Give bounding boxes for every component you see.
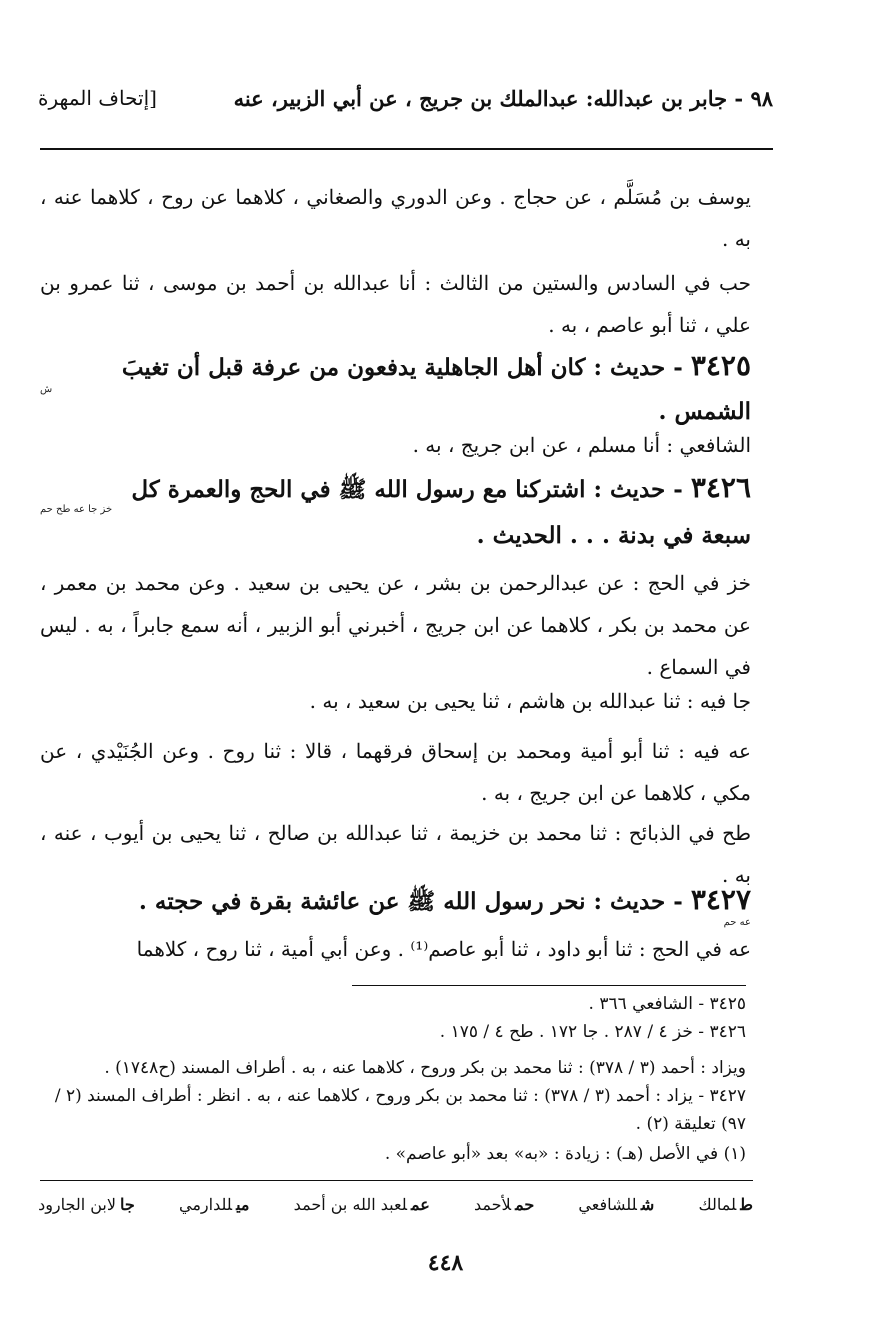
paragraph: الشافعي : أنا مسلم ، عن ابن جريج ، به . bbox=[412, 433, 751, 457]
hadith-number: ٣٤٢٥ bbox=[690, 349, 751, 382]
footnote: ٣٤٢٥ - الشافعي ٣٦٦ . bbox=[588, 994, 746, 1014]
running-header bbox=[38, 86, 773, 126]
hadith-text-tail: الشمس . bbox=[658, 398, 751, 425]
paragraph: عه فيه : ثنا أبو أمية ومحمد بن إسحاق فرقهما ، قالا : ثنا روح . وعن الجُنَيْدي ، عن مكي ، كلاهما عن ابن جريج ، به . bbox=[40, 739, 751, 805]
source-symbols: خز جا عه طح حم bbox=[40, 504, 113, 515]
footnote: ٣٤٢٦ - خز ٤ / ٢٨٧ . جا ١٧٢ . طح ٤ / ١٧٥ . bbox=[439, 1022, 746, 1042]
header-rule bbox=[40, 148, 773, 150]
footnote: ٣٤٢٧ - يزاد : أحمد (٣ / ٣٧٨) : ثنا محمد بن بكر وروح ، كلاهما عنه ، به . انظر : أطراف المسند (٢ / ٩٧) تعليقة (٢) . bbox=[54, 1086, 746, 1134]
hadith-text: - حديث : كان أهل الجاهلية يدفعون من عرفة قبل أن تغيبَ bbox=[121, 354, 683, 381]
abbreviation-item: طلمالك bbox=[698, 1195, 753, 1214]
abbreviation-item: ميللدارمي bbox=[178, 1195, 250, 1214]
abbreviations-legend bbox=[38, 1195, 753, 1214]
footnote-rule bbox=[352, 985, 746, 986]
abbreviation-item: شللشافعي bbox=[578, 1195, 655, 1214]
hadith-3426 bbox=[40, 466, 751, 512]
footnote: ويزاد : أحمد (٣ / ٣٧٨) : ثنا محمد بن بكر وروح ، كلاهما عنه ، به . أطراف المسند (ح١٧٤٨) . bbox=[104, 1058, 746, 1078]
hadith-3425 bbox=[40, 344, 751, 390]
footnote: (١) في الأصل (هـ) : زيادة : «به» بعد «أبو عاصم» . bbox=[384, 1144, 746, 1164]
paragraph: حب في السادس والستين من الثالث : أنا عبدالله بن أحمد بن موسى ، ثنا عمرو بن علي ، ثنا أبو عاصم ، به . bbox=[40, 271, 751, 337]
hadith-number: ٣٤٢٧ bbox=[690, 883, 751, 916]
paragraph: جا فيه : ثنا عبدالله بن هاشم ، ثنا يحيى بن سعيد ، به . bbox=[309, 689, 751, 713]
abbreviation-item: عملعبد الله بن أحمد bbox=[293, 1195, 430, 1214]
paragraph: يوسف بن مُسَلَّم ، عن حجاج . وعن الدوري والصغاني ، كلاهما عن روح ، كلاهما عنه ، به . bbox=[40, 185, 751, 251]
source-symbols: ش bbox=[40, 384, 53, 395]
paragraph: خز في الحج : عن عبدالرحمن بن بشر ، عن يحيى بن سعيد . وعن محمد بن معمر ، عن محمد بن بكر ، كلاهما عن ابن جريج ، أخبرني أبو الزبير ، أنه سمع جابراً ، به . ليس في السماع . bbox=[40, 571, 751, 679]
hadith-text: - حديث : اشتركنا مع رسول الله ﷺ في الحج والعمرة كل bbox=[131, 476, 683, 503]
hadith-number: ٣٤٢٦ bbox=[690, 471, 751, 504]
hadith-3427 bbox=[40, 878, 751, 924]
paragraph: طح في الذبائح : ثنا محمد بن خزيمة ، ثنا عبدالله بن صالح ، ثنا يحيى بن أيوب ، عنه ، به . bbox=[40, 821, 751, 887]
abbreviation-item: حملأحمد bbox=[473, 1195, 535, 1214]
hadith-text-tail: سبعة في بدنة . . . الحديث . bbox=[476, 522, 751, 549]
chapter-title: ٩٨ - جابر بن عبدالله: عبدالملك بن جريج ، عن أبي الزبير، عنه bbox=[233, 86, 773, 111]
abbreviations-rule bbox=[40, 1180, 753, 1181]
page-number: ٤٤٨ bbox=[427, 1250, 464, 1276]
paragraph: عه في الحج : ثنا أبو داود ، ثنا أبو عاصم⁽¹⁾ . وعن أبي أمية ، ثنا روح ، كلاهما bbox=[136, 937, 751, 961]
abbreviation-item: جالابن الجارود bbox=[38, 1195, 135, 1214]
source-symbols: عه حم bbox=[723, 917, 751, 928]
hadith-text: - حديث : نحر رسول الله ﷺ عن عائشة بقرة في حجته . bbox=[138, 888, 683, 915]
book-title: [إتحاف المهرة bbox=[38, 86, 157, 110]
